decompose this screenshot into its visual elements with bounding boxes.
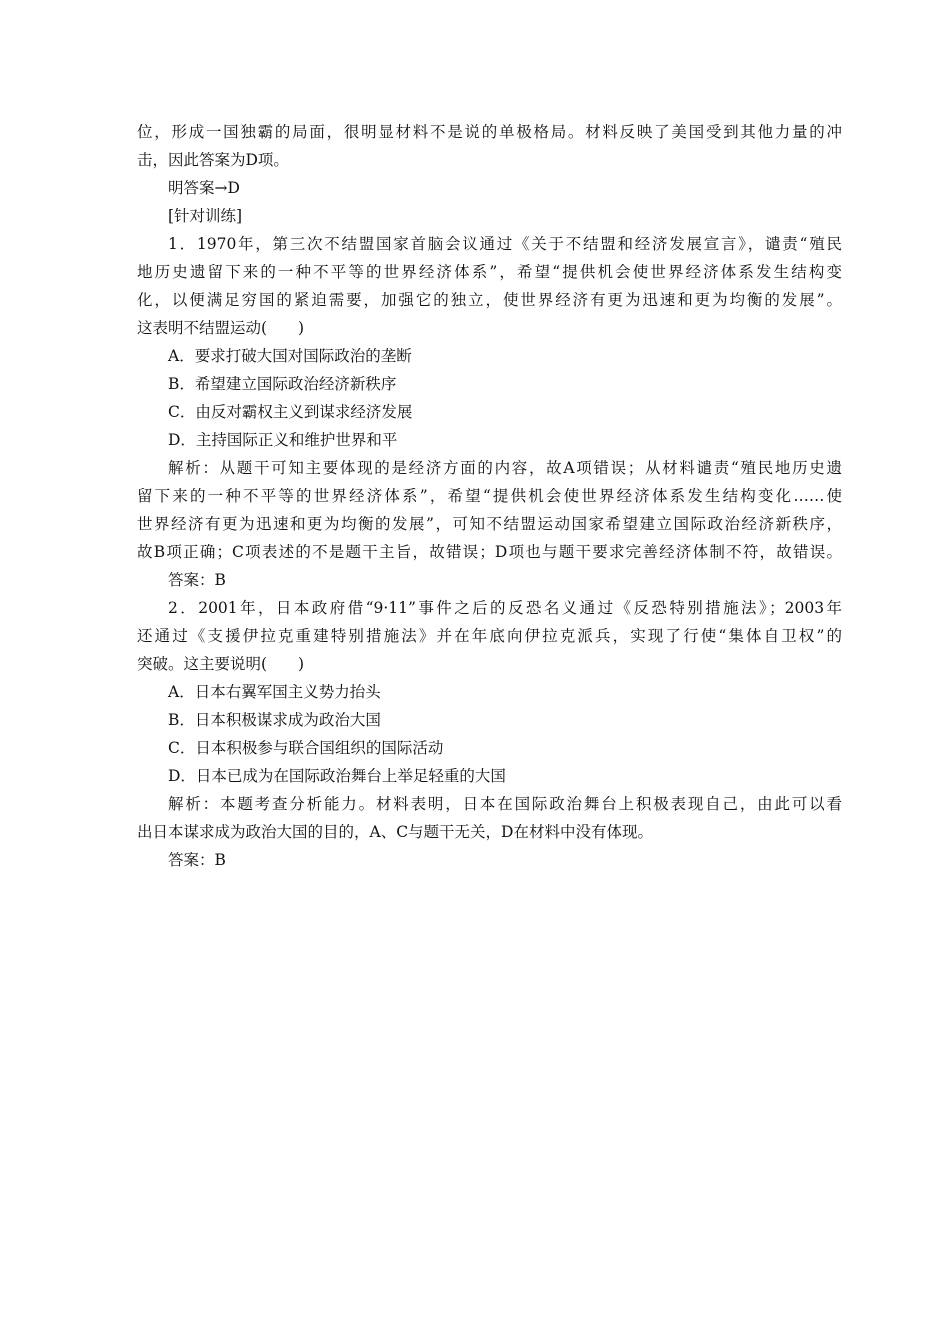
question-1-stem: 化，以便满足穷国的紧迫需要，加强它的独立，使世界经济有更为迅速和更为均衡的发展”。	[137, 291, 842, 309]
question-2-option-d: D．日本已成为在国际政治舞台上举足轻重的大国	[168, 767, 506, 785]
question-2-stem: 还通过《支援伊拉克重建特别措施法》并在年底向伊拉克派兵，实现了行使“集体自卫权”的	[137, 627, 842, 645]
question-1-analysis: 世界经济有更为迅速和更为均衡的发展”，可知不结盟运动国家希望建立国际政治经济新秩序，	[137, 515, 842, 533]
question-1-option-a: A．要求打破大国对国际政治的垄断	[168, 347, 412, 365]
question-1-analysis: 故B项正确；C项表述的不是题干主旨，故错误；D项也与题干要求完善经济体制不符，故错误。	[137, 543, 842, 561]
question-1-stem: 1．1970年，第三次不结盟国家首脑会议通过《关于不结盟和经济发展宣言》，谴责“殖民	[168, 235, 842, 253]
question-2-option-b: B．日本积极谋求成为政治大国	[168, 711, 381, 729]
paragraph-line: 位，形成一国独霸的局面，很明显材料不是说的单极格局。材料反映了美国受到其他力量的冲	[137, 123, 842, 141]
question-2-stem: 2．2001年，日本政府借“9·11”事件之后的反恐名义通过《反恐特别措施法》；2003年	[168, 599, 842, 617]
answer-line: 明答案→D	[168, 179, 240, 197]
question-1-stem: 地历史遗留下来的一种不平等的世界经济体系”，希望“提供机会使世界经济体系发生结构变	[137, 263, 842, 281]
question-1-analysis: 解析：从题干可知主要体现的是经济方面的内容，故A项错误；从材料谴责“殖民地历史遗	[168, 459, 842, 477]
question-2-option-c: C．日本积极参与联合国组织的国际活动	[168, 739, 444, 757]
document-body	[137, 118, 842, 874]
question-2-answer: 答案：B	[168, 851, 226, 869]
paragraph-line: 击，因此答案为D项。	[137, 151, 289, 169]
question-1-answer: 答案：B	[168, 571, 226, 589]
question-2-option-a: A．日本右翼军国主义势力抬头	[168, 683, 381, 701]
question-1-option-c: C．由反对霸权主义到谋求经济发展	[168, 403, 413, 421]
question-2-analysis: 解析：本题考查分析能力。材料表明，日本在国际政治舞台上积极表现自己，由此可以看	[168, 795, 842, 813]
question-2-stem: 突破。这主要说明( )	[137, 655, 305, 673]
section-heading: [针对训练]	[168, 207, 243, 225]
question-1-stem: 这表明不结盟运动( )	[137, 319, 305, 337]
question-2-analysis: 出日本谋求成为政治大国的目的，A、C与题干无关，D在材料中没有体现。	[137, 823, 653, 841]
question-1-analysis: 留下来的一种不平等的世界经济体系”，希望“提供机会使世界经济体系发生结构变化……使	[137, 487, 842, 505]
question-1-option-d: D．主持国际正义和维护世界和平	[168, 431, 398, 449]
question-1-option-b: B．希望建立国际政治经济新秩序	[168, 375, 397, 393]
